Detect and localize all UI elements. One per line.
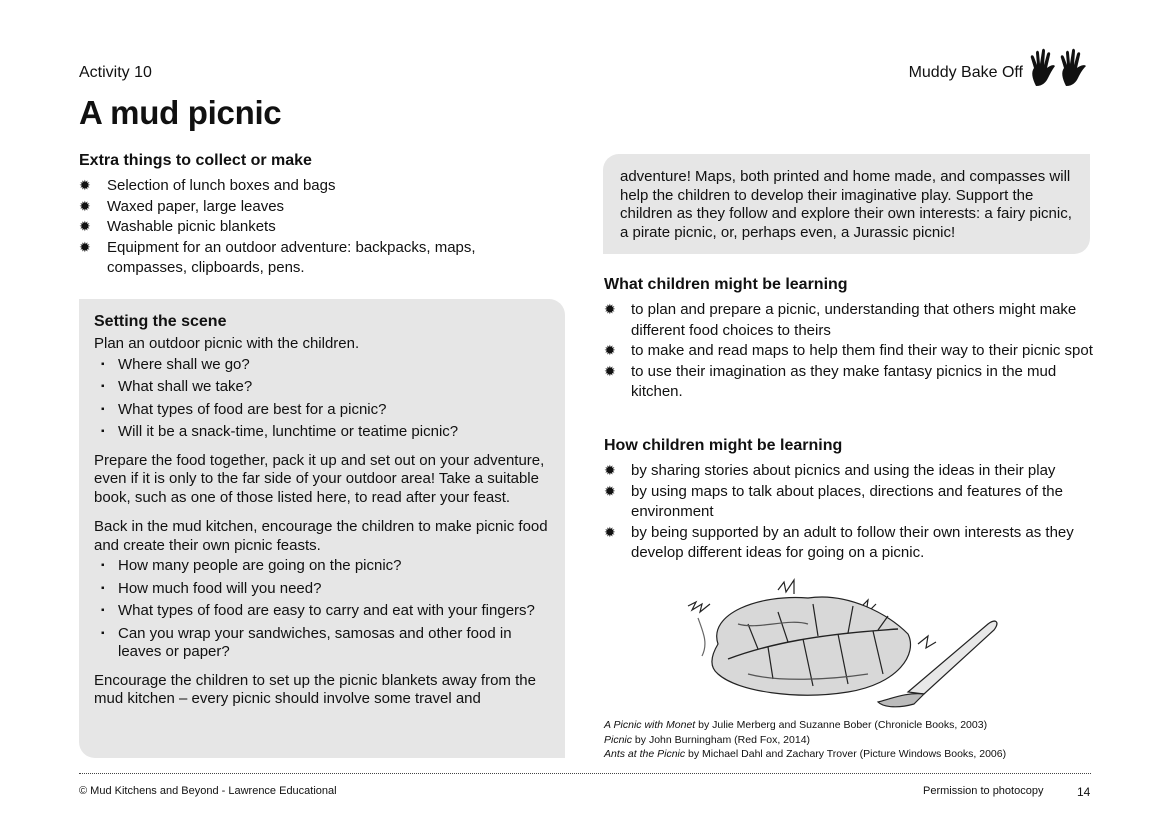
setting-the-scene-panel (79, 299, 565, 758)
scene-heading: Setting the scene (94, 313, 227, 330)
book-title: A Picnic with Monet (604, 719, 696, 731)
footer-copyright: © Mud Kitchens and Beyond - Lawrence Educational (79, 785, 337, 797)
learning-how-heading: How children might be learning (604, 437, 843, 454)
adventure-panel: adventure! Maps, both printed and home made, and compasses will help the children to develop their imaginative play. Support the children as they follow and explore their own interests: a fairy picnic, a pirate picnic, or, perhaps even, a Jurassic picnic! (603, 154, 1090, 254)
scene-intro: Plan an outdoor picnic with the children. (94, 335, 360, 352)
learning-item: ✹ by being supported by an adult to follow their own interests as they develop different ideas for going on a picnic. (604, 523, 1094, 564)
collect-section (79, 152, 519, 279)
page-title: A mud picnic (79, 94, 282, 131)
scene-question: ▪ What shall we take? (94, 378, 549, 397)
book-title: Ants at the Picnic (604, 748, 686, 760)
book-title: Picnic (604, 733, 633, 746)
collect-item: ✹ Equipment for an outdoor adventure: backpacks, maps, compasses, clipboards, pens. (79, 238, 519, 279)
book-entry: Picnic by John Burningham (Red Fox, 2014) (604, 733, 811, 746)
book-entry: A Picnic with Monet by Julie Merberg and Suzanne Bober (Chronicle Books, 2003) (604, 719, 988, 731)
activity-number: Activity 10 (79, 64, 152, 81)
book-list (604, 718, 1006, 762)
scene-question: ▪ How many people are going on the picnic? (94, 557, 549, 576)
learning-item: ✹ to make and read maps to help them find their way to their picnic spot (604, 341, 1094, 362)
scene-question: ▪ What types of food are easy to carry and eat with your fingers? (94, 602, 549, 621)
book-entry: Ants at the Picnic by Michael Dahl and Zachary Trover (Picture Windows Books, 2006) (604, 748, 1007, 760)
learning-item: ✹ to use their imagination as they make fantasy picnics in the mud kitchen. (604, 362, 1094, 403)
collect-item: ✹ Selection of lunch boxes and bags (79, 176, 519, 197)
collect-item: ✹ Washable picnic blankets (79, 217, 519, 238)
learning-what-heading: What children might be learning (604, 276, 848, 293)
scene-question: ▪ Where shall we go? (94, 356, 549, 375)
footer-permission: Permission to photocopy (923, 785, 1044, 797)
scene-question: ▪ Can you wrap your sandwiches, samosas and other food in leaves or paper? (94, 625, 549, 662)
learning-item: ✹ to plan and prepare a picnic, understanding that others might make different food choices to theirs (604, 300, 1094, 341)
learning-what-section (604, 276, 1094, 403)
footer-divider (79, 773, 1091, 774)
page-number: 14 (1077, 785, 1091, 799)
scene-question: ▪ Will it be a snack-time, lunchtime or teatime picnic? (94, 423, 549, 442)
series-title: Muddy Bake Off (908, 64, 1023, 81)
leaf-and-knife-illustration (678, 574, 1008, 710)
learning-item: ✹ by sharing stories about picnics and using the ideas in their play (604, 461, 1094, 482)
collect-heading: Extra things to collect or make (79, 152, 312, 169)
scene-question: ▪ What types of food are best for a picnic? (94, 401, 549, 420)
muddy-hands-icon (1028, 48, 1090, 88)
scene-paragraph: Encourage the children to set up the picnic blankets away from the mud kitchen – every picnic should involve some travel and (94, 671, 536, 707)
learning-item: ✹ by using maps to talk about places, directions and features of the environment (604, 482, 1094, 523)
collect-item: ✹ Waxed paper, large leaves (79, 197, 519, 218)
learning-how-section (604, 437, 1094, 564)
scene-paragraph: Prepare the food together, pack it up and set out on your adventure, even if it is only to the far side of your outdoor area! Take a suitable book, such as one of those listed here, to read after your feast. (94, 451, 545, 506)
scene-question: ▪ How much food will you need? (94, 580, 549, 599)
scene-paragraph: Back in the mud kitchen, encourage the children to make picnic food and create their own picnic feasts. (94, 518, 548, 554)
